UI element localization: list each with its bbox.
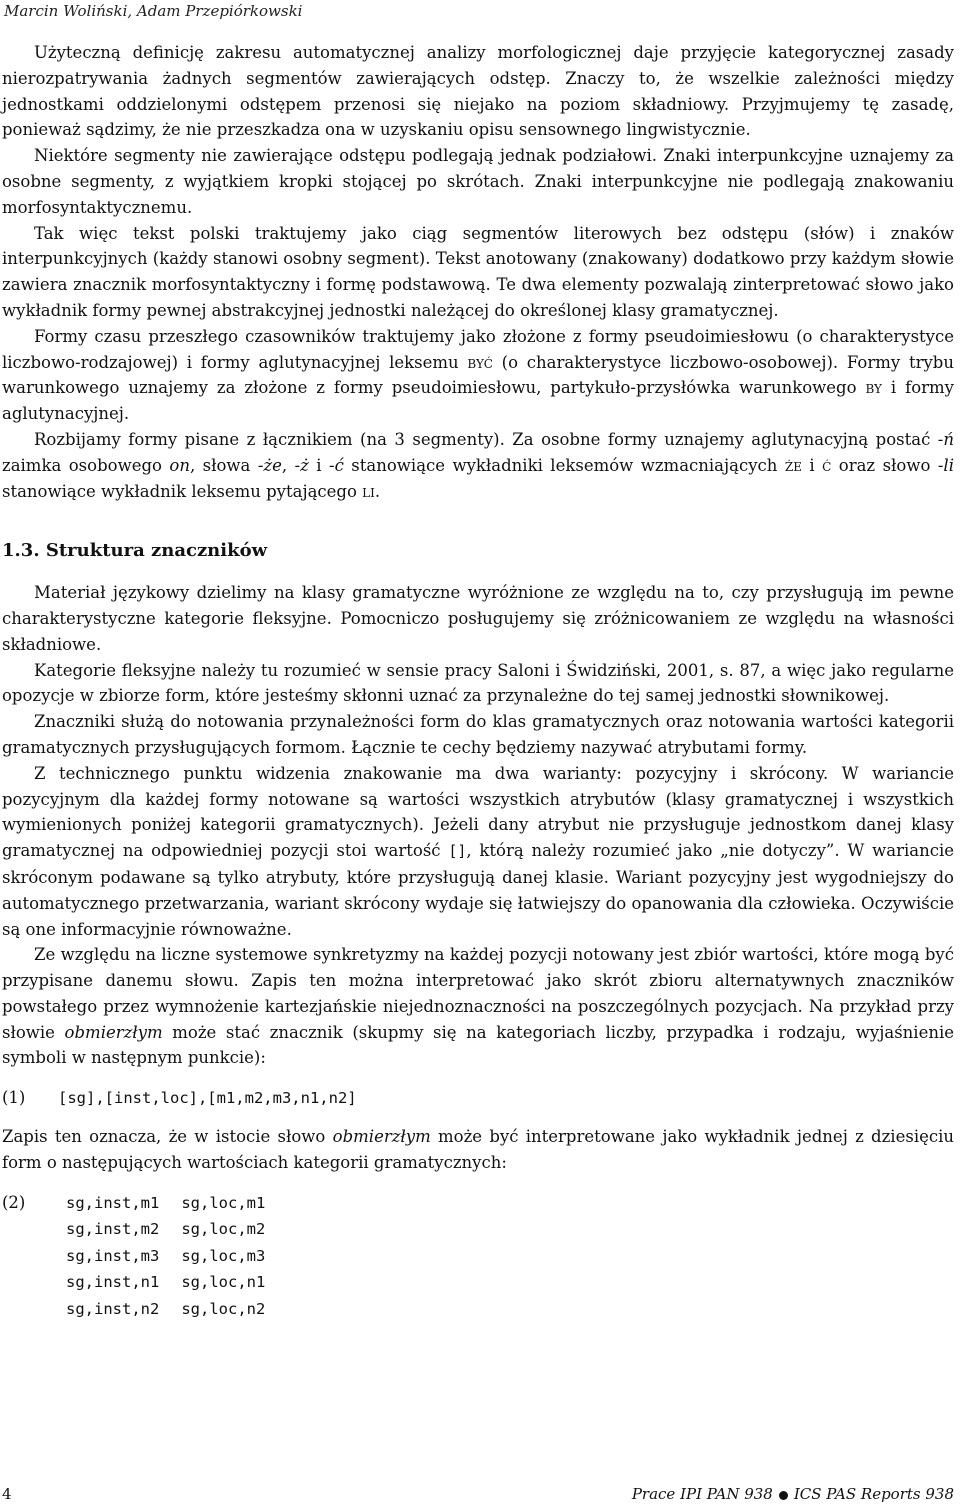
example-line: sg,inst,m2: [66, 1220, 160, 1239]
example-word: obmierzłym: [332, 1127, 431, 1147]
example-line: sg,loc,m1: [181, 1193, 266, 1212]
lexeme-byc: być: [467, 352, 493, 372]
series-label: Prace IPI PAN 938 ICS PAS Reports 938: [631, 1485, 954, 1503]
paragraph: Niektóre segmenty nie zawierające odstępu podlegają jednak podziałowi. Znaki interpunkcyjne uznajemy za osobne segmenty, z wyjątkiem kropki stojącej po skrótach. Znaki interpunkcyjne nie podlegają znakowaniu morfosyntaktycznemu.: [2, 146, 954, 217]
example-code: [sg],[inst,loc],[m1,m2,m3,n1,n2]: [58, 1089, 357, 1108]
example-column-inst: [66, 1190, 159, 1323]
paragraph: Zapis ten oznacza, że w istocie słowo obmierzłym może być interpretowane jako wykładnik jednej z dziesięciu form o następujących wartościach kategorii gramatycznych:: [2, 1127, 955, 1172]
paragraph: Rozbijamy formy pisane z łącznikiem (na 3 segmenty). Za osobne formy uznajemy aglutynacyjną postać -ń zaimka osobowego on, słowa -że, -ż i -ć stanowiące wykładniki leksemów wzmacniających że i ć oraz słowo -li stanowiące wykładnik leksemu pytającego li.: [2, 429, 954, 501]
inline-code: []: [448, 842, 467, 861]
paragraph: Z technicznego punktu widzenia znakowanie ma dwa warianty: pozycyjny i skrócony. W wariancie pozycyjnym dla każdej formy notowane są wartości wszystkich atrybutów (klasy gramatycznej i wszystkich wymienionych poniżej kategorii gramatycznych). Jeżeli dany atrybut nie przysługuje jednostkom danej klasy gramatycznej na odpowiedniej pozycji stoi wartość [], którą należy rozumieć jako „nie dotyczy”. W wariancie skróconym podawane są tylko atrybuty, które przysługują danej klasie. Wariant pozycyjny jest wygodniejszy do automatycznego przetwarzania, wariant skrócony wydaje się łatwiejszy do opanowania dla człowieka. Oczywiście są one informacyjnie równoważne.: [2, 763, 954, 939]
paragraph: Znaczniki służą do notowania przynależności form do klas gramatycznych oraz notowania wartości kategorii gramatycznych przysługujących formom. Łącznie te cechy będziemy nazywać atrybutami formy.: [2, 712, 954, 757]
main-text: [2, 40, 954, 1322]
example-number: (2): [2, 1192, 26, 1212]
paragraph: Kategorie fleksyjne należy tu rozumieć w sensie pracy Saloni i Świdziński, 2001, s. 87, a więc jako regularne opozycje w zbiorze form, które jesteśmy skłonni uznać za przynależne do tej samej jednostki słownikowej.: [2, 660, 954, 706]
section-title: 1.3. Struktura znaczników: [2, 540, 268, 562]
example-column-loc: [181, 1190, 265, 1323]
running-header: Marcin Woliński, Adam Przepiórkowski: [4, 2, 303, 20]
example-line: sg,loc,m2: [181, 1220, 266, 1239]
example-1: [2, 1085, 954, 1112]
page-footer: [2, 1485, 954, 1503]
example-number: (1): [2, 1088, 26, 1108]
example-line: sg,loc,n2: [181, 1299, 266, 1318]
example-line: sg,inst,m3: [66, 1246, 160, 1265]
paragraph: Tak więc tekst polski traktujemy jako ciąg segmentów literowych bez odstępu (słów) i znaków interpunkcyjnych (każdy stanowi osobny segment). Tekst anotowany (znakowany) dodatkowo przy każdym słowie zawiera znacznik morfosyntaktyczny i formę podstawową. Te dwa elementy pozwalają zinterpretować słowo jako wykładnik formy pewnej abstrakcyjnej jednostki należącej do określonej klasy gramatycznej.: [2, 223, 954, 320]
example-2: [2, 1190, 954, 1323]
example-line: sg,loc,n1: [181, 1273, 266, 1292]
lexeme-by: by: [865, 378, 882, 398]
bullet-icon: [779, 1491, 788, 1500]
example-line: sg,loc,m3: [181, 1246, 266, 1265]
example-word: obmierzłym: [64, 1022, 163, 1042]
paragraph: Ze względu na liczne systemowe synkretyzmy na każdej pozycji notowany jest zbiór wartości, które mogą być przypisane danemu słowu. Zapis ten można interpretować jako skrót zbioru alternatywnych znaczników powstałego przez wymnożenie kartezjańskie niejednoznaczności na poszczególnych pozycjach. Na przykład przy słowie obmierzłym może stać znacznik (skupmy się na kategoriach liczby, przypadka i rodzaju, wyjaśnienie symboli w następnym punkcie):: [2, 945, 954, 1068]
paragraph: Materiał językowy dzielimy na klasy gramatyczne wyróżnione ze względu na to, czy przysługują im pewne charakterystyczne kategorie fleksyjne. Pomocniczo posługujemy się zróżnicowaniem ze względu na własności składniowe.: [2, 583, 954, 654]
paragraph: Użyteczną definicję zakresu automatycznej analizy morfologicznej daje przyjęcie kategorycznej zasady nierozpatrywania żadnych segmentów zawierających odstęp. Znaczy to, że wszelkie zależności między jednostkami oddzielonymi odstępem przenosi się niejako na poziom składniowy. Przyjmujemy tę zasadę, ponieważ sądzimy, że nie przeszkadza ona w uzyskaniu opisu sensownego lingwistycznie.: [2, 43, 954, 140]
example-line: sg,inst,n1: [66, 1273, 160, 1292]
example-line: sg,inst,m1: [66, 1193, 160, 1212]
page-number: 4: [2, 1485, 12, 1503]
paragraph: Formy czasu przeszłego czasowników traktujemy jako złożone z formy pseudoimiesłowu (o charakterystyce liczbowo-rodzajowej) i formy aglutynacyjnej leksemu być (o charakterystyce liczbowo-osobowej). Formy trybu warunkowego uznajemy za złożone z formy pseudoimiesłowu, partykuło-przysłówka warunkowego by i formy aglutynacyjnej.: [2, 326, 954, 424]
example-line: sg,inst,n2: [66, 1299, 160, 1318]
